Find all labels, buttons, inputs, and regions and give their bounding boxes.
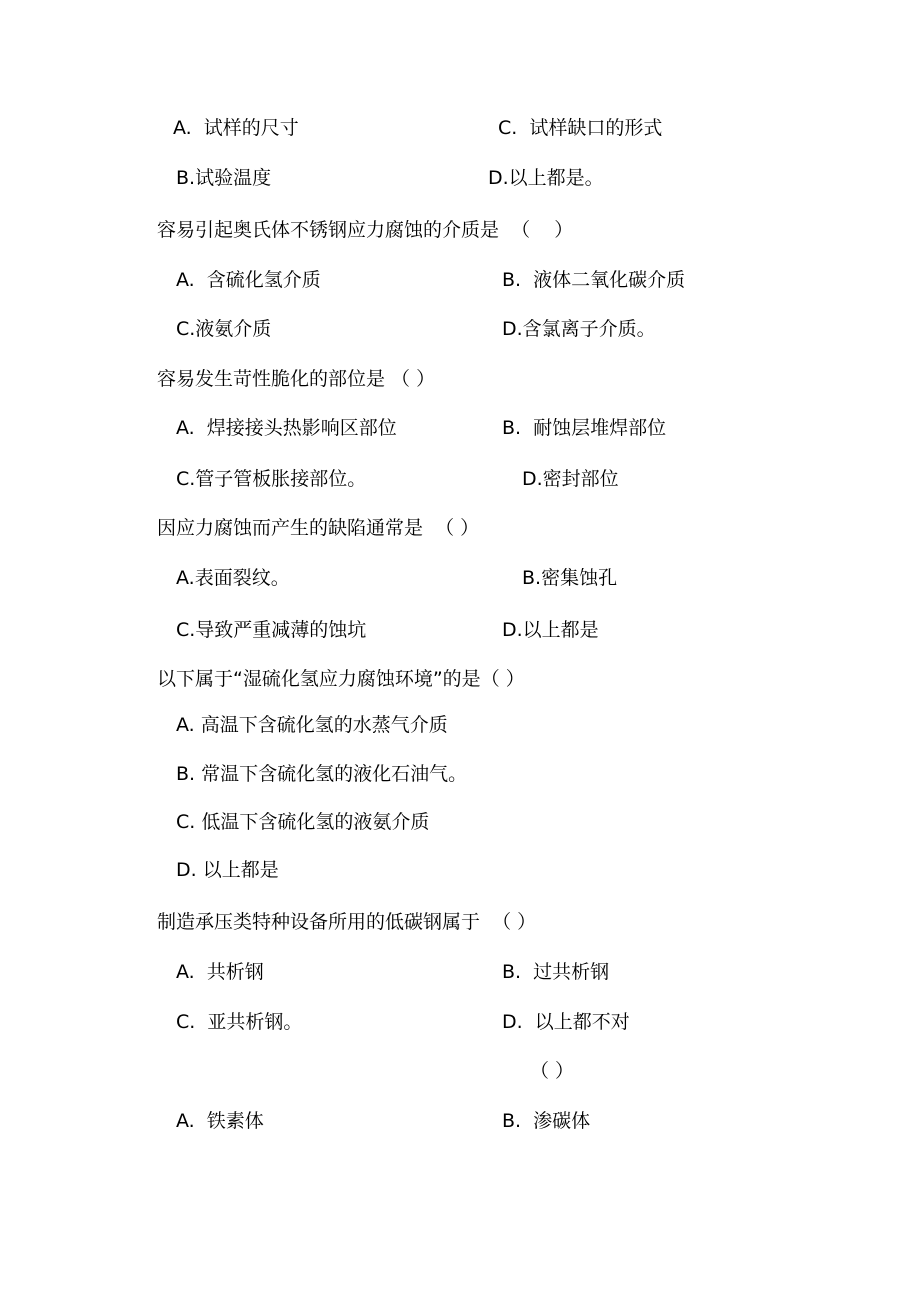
option-q6-b: B. 过共析钢	[502, 961, 610, 983]
option-q5-d: D. 以上都是	[176, 859, 279, 881]
option-q3-b: B. 耐蚀层堆焊部位	[502, 417, 667, 439]
option-q4-d: D.以上都是	[502, 619, 599, 641]
option-q2-d: D.含氯离子介质。	[502, 318, 656, 340]
option-q3-c: C.管子管板胀接部位。	[176, 468, 367, 490]
option-q5-c: C. 低温下含硫化氢的液氨介质	[176, 811, 430, 833]
question-text: 容易发生苛性脆化的部位是 （ ）	[157, 368, 436, 390]
option-q6-a: A. 共析钢	[176, 961, 264, 983]
question-text: 因应力腐蚀而产生的缺陷通常是 （ ）	[157, 517, 480, 539]
question-text: 制造承压类特种设备所用的低碳钢属于 （ ）	[157, 911, 537, 933]
option-q7-b: B. 渗碳体	[502, 1110, 591, 1132]
option-q6-d: D. 以上都不对	[502, 1011, 630, 1033]
option-q1-b: B.试验温度	[176, 167, 272, 189]
option-q2-c: C.液氨介质	[176, 318, 272, 340]
option-q4-a: A.表面裂纹。	[176, 567, 290, 589]
question-blank: （ ）	[530, 1060, 575, 1082]
question-text: 容易引起奥氏体不锈钢应力腐蚀的介质是 （ ）	[157, 219, 574, 241]
option-q7-a: A. 铁素体	[176, 1110, 264, 1132]
option-q6-c: C. 亚共析钢。	[176, 1011, 303, 1033]
option-q5-b: B. 常温下含硫化氢的液化石油气。	[176, 763, 468, 785]
option-q4-b: B.密集蚀孔	[522, 567, 618, 589]
option-q1-d: D.以上都是。	[488, 167, 604, 189]
option-q5-a: A. 高温下含硫化氢的水蒸气介质	[176, 714, 448, 736]
question-text: 以下属于“湿硫化氢应力腐蚀环境”的是（ ）	[157, 668, 525, 690]
option-q2-b: B. 液体二氧化碳介质	[502, 269, 686, 291]
option-q2-a: A. 含硫化氢介质	[176, 269, 321, 291]
option-q4-c: C.导致严重减薄的蚀坑	[176, 619, 367, 641]
option-q1-c: C. 试样缺口的形式	[498, 117, 663, 139]
option-q1-a: A. 试样的尺寸	[173, 117, 299, 139]
option-q3-a: A. 焊接接头热影响区部位	[176, 417, 397, 439]
option-q3-d: D.密封部位	[522, 468, 619, 490]
